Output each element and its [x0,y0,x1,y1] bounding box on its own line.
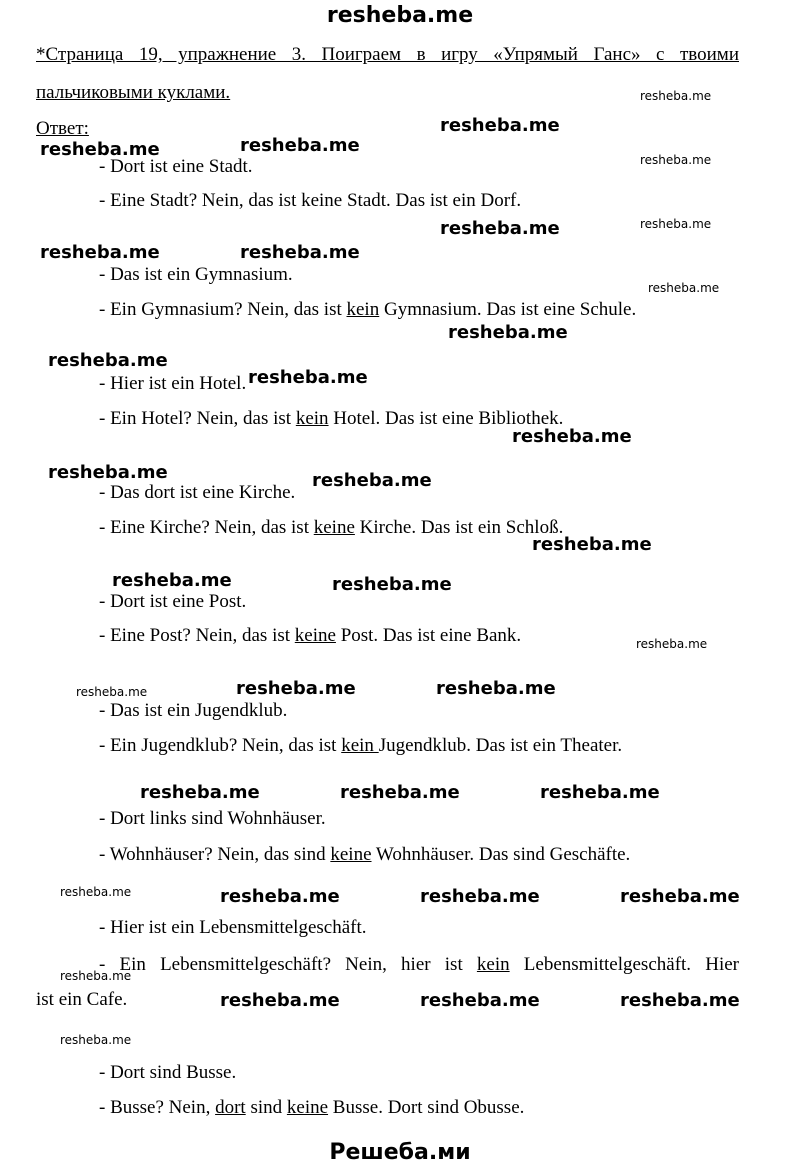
site-footer: Решеба.ми [329,1140,471,1165]
watermark: resheba.me [332,574,452,595]
watermark: resheba.me [60,969,132,983]
dialog-line: - Busse? Nein, dort sind keine Busse. Dort sind Obusse. [99,1097,525,1118]
dialog-line: - Dort links sind Wohnhäuser. [99,808,326,829]
watermark: resheba.me [248,367,368,388]
watermark: resheba.me [620,886,740,907]
dialog-line-continued: ist ein Cafe. [36,989,128,1010]
dialog-line: - Das dort ist eine Kirche. [99,482,296,503]
watermark: resheba.me [420,886,540,907]
watermark: resheba.me [636,637,708,651]
watermark: resheba.me [440,218,560,239]
watermark: resheba.me [448,322,568,343]
dialog-line: - Wohnhäuser? Nein, das sind keine Wohnhäuser. Das sind Geschäfte. [99,844,631,865]
answer-label: Ответ: [36,118,89,139]
underlined-word: kein [346,299,380,320]
underlined-word: kein [295,408,329,429]
dialog-line: - Hier ist ein Lebensmittelgeschäft. [99,917,367,938]
dialog-line: - Eine Stadt? Nein, das ist keine Stadt. Das ist ein Dorf. [99,190,522,211]
watermark: resheba.me [420,990,540,1011]
watermark: resheba.me [620,990,740,1011]
watermark: resheba.me [512,426,632,447]
watermark: resheba.me [140,782,260,803]
dialog-line: - Ein Gymnasium? Nein, das ist kein Gymnasium. Das ist eine Schule. [99,299,637,320]
watermark: resheba.me [240,242,360,263]
watermark: resheba.me [436,678,556,699]
dialog-line: - Das ist ein Jugendklub. [99,700,288,721]
watermark: resheba.me [40,242,160,263]
watermark: resheba.me [640,217,712,231]
watermark: resheba.me [640,89,712,103]
underlined-word: keine [294,625,336,646]
dialog-line: - Eine Post? Nein, das ist keine Post. Das ist eine Bank. [99,625,522,646]
dialog-line: - Ein Jugendklub? Nein, das ist kein Jugendklub. Das ist ein Theater. [99,735,623,756]
watermark: resheba.me [440,115,560,136]
dialog-line: - Dort ist eine Post. [99,591,247,612]
dialog-line: - Das ist ein Gymnasium. [99,264,293,285]
watermark: resheba.me [60,1033,132,1047]
watermark: resheba.me [220,990,340,1011]
underlined-word: kein [341,735,379,756]
watermark: resheba.me [40,139,160,160]
watermark: resheba.me [220,886,340,907]
underlined-word: keine [313,517,355,538]
watermark: resheba.me [648,281,720,295]
underlined-word: keine [286,1097,329,1118]
watermark: resheba.me [76,685,148,699]
watermark: resheba.me [312,470,432,491]
underlined-word: kein [476,954,510,975]
exercise-title-line1: *Страница 19, упражнение 3. Поиграем в игру «Упрямый Ганс» с твоими [36,44,739,65]
watermark: resheba.me [48,350,168,371]
exercise-title-line2: пальчиковыми куклами. [36,82,231,103]
dialog-line: - Ein Lebensmittelgeschäft? Nein, hier ist kein Lebensmittelgeschäft. Hier [99,954,739,975]
dialog-line: - Eine Kirche? Nein, das ist keine Kirche. Das ist ein Schloß. [99,517,564,538]
watermark: resheba.me [48,462,168,483]
dialog-line: - Dort ist eine Stadt. [99,156,253,177]
dialog-line: - Hier ist ein Hotel. [99,373,247,394]
dialog-line: - Ein Hotel? Nein, das ist kein Hotel. Das ist eine Bibliothek. [99,408,564,429]
watermark: resheba.me [340,782,460,803]
site-header: resheba.me [326,3,474,28]
watermark: resheba.me [112,570,232,591]
watermark: resheba.me [532,534,652,555]
watermark: resheba.me [60,885,132,899]
watermark: resheba.me [540,782,660,803]
watermark: resheba.me [240,135,360,156]
underlined-word: keine [330,844,372,865]
watermark: resheba.me [236,678,356,699]
underlined-word: dort [215,1097,246,1118]
watermark: resheba.me [640,153,712,167]
dialog-line: - Dort sind Busse. [99,1062,237,1083]
